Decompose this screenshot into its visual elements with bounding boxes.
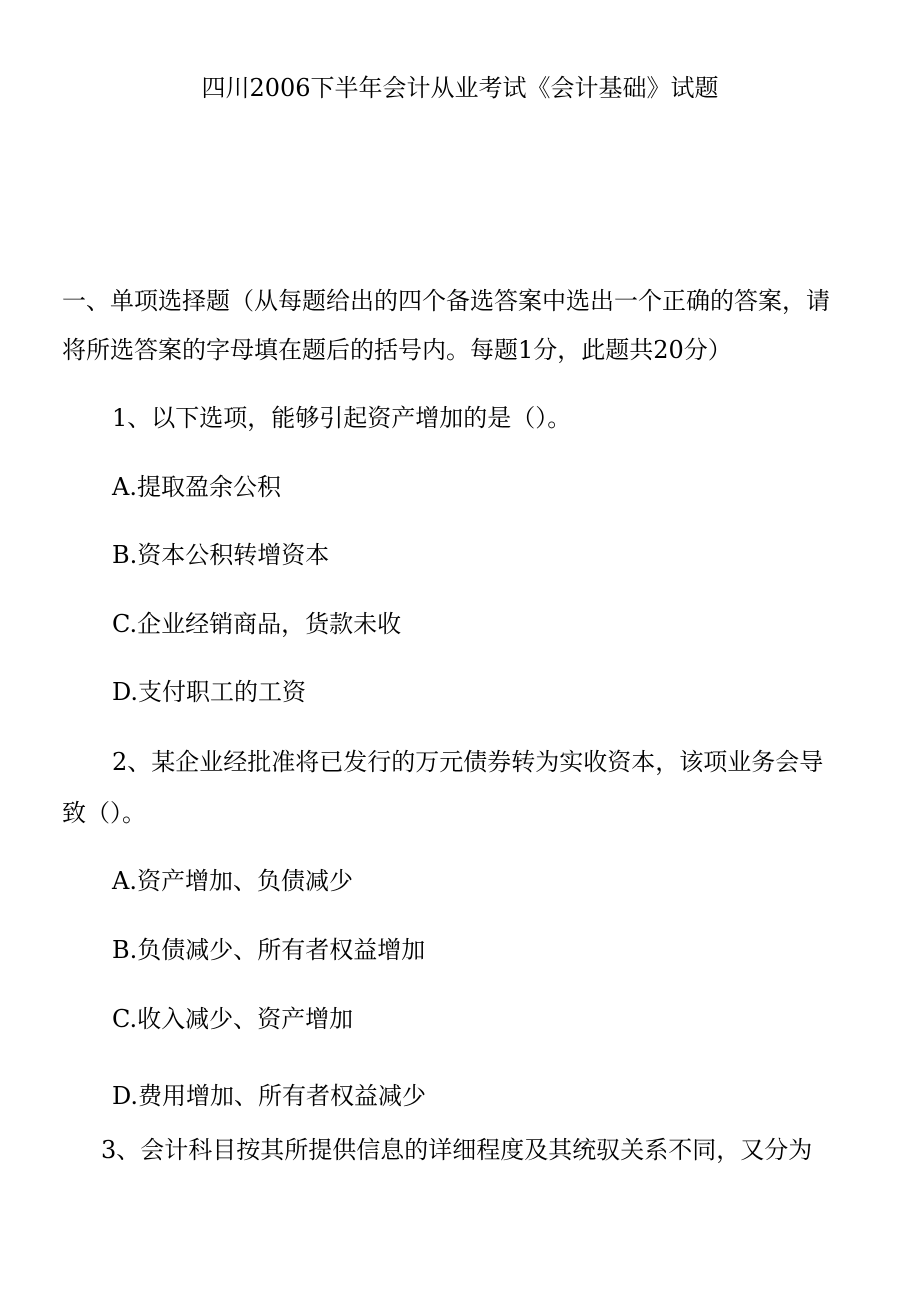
question-3-stem-line-1: 3、会计科目按其所提供信息的详细程度及其统驭关系不同，又分为 xyxy=(101,1136,813,1164)
question-2-stem-line-1: 2、某企业经批准将已发行的万元债券转为实收资本，该项业务会导 xyxy=(112,748,824,776)
section-heading-line-1: 一、单项选择题（从每题给出的四个备选答案中选出一个正确的答案，请 xyxy=(62,287,830,315)
question-1-option-d: D.支付职工的工资 xyxy=(112,678,307,706)
question-1-stem: 1、以下选项，能够引起资产增加的是（）。 xyxy=(112,404,572,432)
question-2-option-c: C.收入减少、资产增加 xyxy=(112,1005,354,1033)
document-title: 四川2006下半年会计从业考试《会计基础》试题 xyxy=(201,74,719,102)
question-2-option-b: B.负债减少、所有者权益增加 xyxy=(112,936,426,964)
question-2-option-d: D.费用增加、所有者权益减少 xyxy=(112,1082,427,1110)
section-heading-line-2: 将所选答案的字母填在题后的括号内。每题1分，此题共20分） xyxy=(62,336,732,364)
question-1-option-b: B.资本公积转增资本 xyxy=(112,541,330,569)
question-2-stem-line-2: 致（）。 xyxy=(62,799,146,827)
question-1-option-c: C.企业经销商品，货款未收 xyxy=(112,610,402,638)
question-2-option-a: A.资产增加、负债减少 xyxy=(112,867,353,895)
question-1-option-a: A.提取盈余公积 xyxy=(112,473,281,501)
